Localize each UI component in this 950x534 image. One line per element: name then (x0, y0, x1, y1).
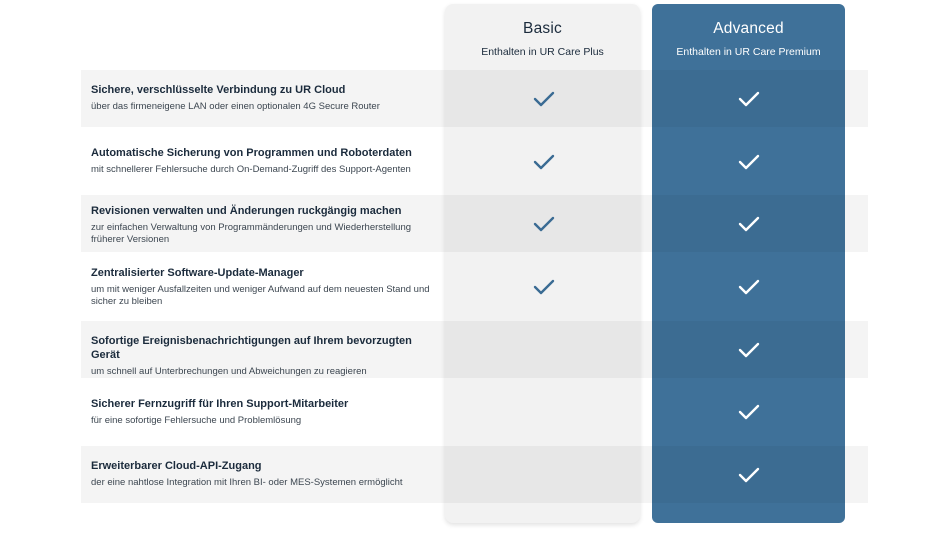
checkmark-icon (533, 216, 555, 232)
checkmark-icon (738, 467, 760, 483)
checkmark-icon (533, 154, 555, 170)
feature-description: zur einfachen Verwaltung von Programmänderungen und Wiederherstellung früherer Versionen (91, 222, 412, 245)
checkmark-icon (738, 404, 760, 420)
feature-title: Sofortige Ereignisbenachrichtigungen auf Ihrem bevorzugten Gerät (91, 335, 412, 361)
checkmark-icon (738, 154, 760, 170)
checkmark-icon (533, 279, 555, 295)
feature-description: mit schnellerer Fehlersuche durch On-Demand-Zugriff des Support-Agenten (91, 164, 411, 175)
feature-title: Automatische Sicherung von Programmen und Roboterdaten (91, 147, 412, 159)
checkmark-icon (738, 279, 760, 295)
advanced-plan-header (652, 20, 845, 58)
feature-title: Revisionen verwalten und Änderungen ruckgängig machen (91, 205, 402, 217)
basic-plan-name: Basic (523, 20, 562, 37)
feature-description: der eine nahtlose Integration mit Ihren BI- oder MES-Systemen ermöglicht (91, 477, 403, 488)
feature-title: Sichere, verschlüsselte Verbindung zu UR Cloud (91, 84, 346, 96)
feature-description: für eine sofortige Fehlersuche und Problemlösung (91, 415, 302, 426)
feature-description: über das firmeneigene LAN oder einen optionalen 4G Secure Router (91, 101, 380, 112)
basic-plan-subtitle: Enthalten in UR Care Plus (481, 46, 604, 58)
feature-description: um mit weniger Ausfallzeiten und weniger Aufwand auf dem neuesten Stand und sicher zu bleiben (91, 284, 430, 307)
checkmark-icon (738, 91, 760, 107)
feature-description: um schnell auf Unterbrechungen und Abweichungen zu reagieren (91, 366, 367, 377)
checkmark-icon (533, 91, 555, 107)
feature-title: Erweiterbarer Cloud-API-Zugang (91, 460, 262, 472)
feature-title: Sicherer Fernzugriff für Ihren Support-Mitarbeiter (91, 398, 349, 410)
checkmark-icon (738, 342, 760, 358)
checkmark-icon (738, 216, 760, 232)
advanced-plan-subtitle: Enthalten in UR Care Premium (676, 46, 821, 58)
feature-title: Zentralisierter Software-Update-Manager (91, 267, 304, 279)
advanced-plan-name: Advanced (713, 20, 784, 37)
basic-plan-header (445, 20, 640, 58)
